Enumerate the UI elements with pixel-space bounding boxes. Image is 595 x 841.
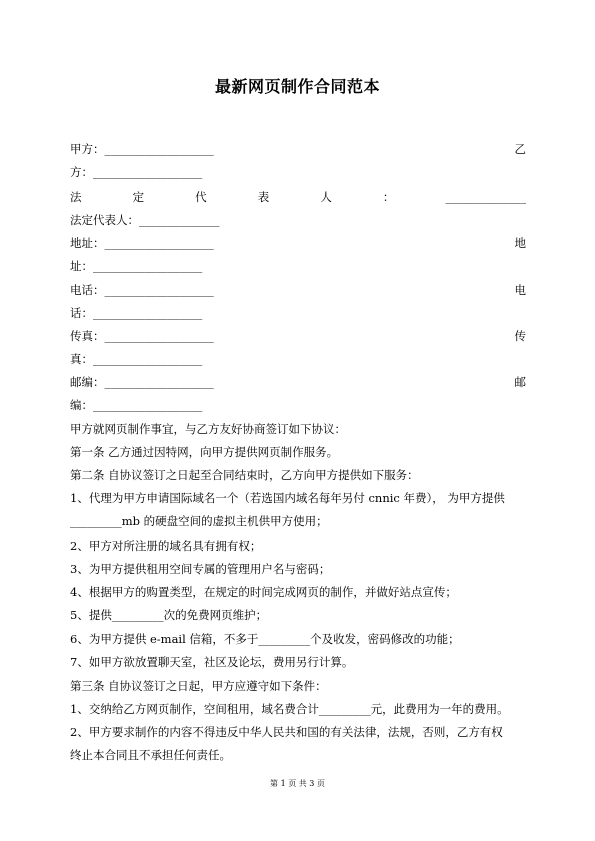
phone-a-label: 电话：___________________ <box>70 283 214 297</box>
address-b-label-end: 址：___________________ <box>70 259 203 273</box>
service-item-5: 5、提供_________次的免费网页维护； <box>70 608 268 622</box>
article-1: 第一条 乙方通过因特网，向甲方提供网页制作服务。 <box>70 445 339 459</box>
party-b-label-start: 乙 <box>514 142 526 156</box>
page-footer: 第 1 页 共 3 页 <box>270 779 325 788</box>
article-2: 第二条 自协议签订之日起至合同结束时，乙方向甲方提供如下服务： <box>70 468 419 482</box>
legal-rep-char: 法 <box>70 190 82 204</box>
article-3: 第三条 自协议签订之日起，甲方应遵守如下条件： <box>70 679 327 693</box>
legal-rep-char: 人 <box>320 190 332 204</box>
party-b-row <box>70 161 526 184</box>
fax-b-label-start: 传 <box>514 329 526 343</box>
phone-b-row <box>70 302 526 325</box>
page-title: 最新网页制作合同范本 <box>214 77 380 96</box>
service-item-1-cont: _________mb 的硬盘空间的虚拟主机供甲方使用； <box>70 514 328 528</box>
service-item-2: 2、甲方对所注册的域名具有拥有权； <box>70 539 262 553</box>
fax-b-row <box>70 348 526 371</box>
zip-b-row <box>70 394 526 417</box>
intro-paragraph: 甲方就网页制作事宜，与乙方友好协商签订如下协议： <box>70 422 346 436</box>
party-a-label: 甲方：___________________ <box>70 142 214 156</box>
address-b-label-start: 地 <box>514 236 526 250</box>
legal-rep-char: 代 <box>195 190 207 204</box>
zip-b-label-end: 编：___________________ <box>70 398 203 412</box>
condition-1: 1、交纳给乙方网页制作，空间租用，域名费合计_________元，此费用为一年的费用。 <box>70 702 509 716</box>
legal-rep-blank: ______________ <box>445 190 526 204</box>
zip-row <box>70 371 526 394</box>
address-a-label: 地址：___________________ <box>70 236 214 250</box>
service-item-4: 4、根据甲方的购置类型，在规定的时间完成网页的制作，并做好站点宣传； <box>70 585 457 599</box>
address-b-row <box>70 255 526 278</box>
phone-row <box>70 279 526 302</box>
service-item-6: 6、为甲方提供 e-mail 信箱，不多于_________个及收发，密码修改的功能； <box>70 632 460 646</box>
legal-rep-char: ： <box>382 190 395 204</box>
legal-rep-char: 表 <box>257 190 270 204</box>
zip-a-label: 邮编：___________________ <box>70 375 214 389</box>
address-row <box>70 232 526 255</box>
condition-2-cont: 终止本合同且不承担任何责任。 <box>70 748 231 762</box>
service-item-3: 3、为甲方提供租用空间专属的管理用户名与密码； <box>70 562 331 576</box>
fax-a-label: 传真：___________________ <box>70 329 214 343</box>
party-a-row <box>70 138 526 161</box>
fax-row <box>70 325 526 348</box>
service-item-1: 1、代理为甲方申请国际域名一个（若选国内域名每年另付 cnnic 年费）， 为甲方提供 <box>70 491 505 505</box>
legal-rep-row-2 <box>70 209 526 232</box>
condition-2: 2、甲方要求制作的内容不得违反中华人民共和国的有关法律，法规，否则，乙方有权 <box>70 725 503 739</box>
phone-b-label-start: 电 <box>514 283 526 297</box>
zip-b-label-start: 邮 <box>514 375 526 389</box>
service-item-7: 7、如甲方欲放置聊天室，社区及论坛，费用另行计算。 <box>70 655 354 669</box>
legal-rep-row <box>70 186 526 209</box>
phone-b-label-end: 话：___________________ <box>70 306 203 320</box>
fax-b-label-end: 真：___________________ <box>70 352 203 366</box>
party-b-label-end: 方：___________________ <box>70 165 203 179</box>
legal-rep-char: 定 <box>132 190 145 204</box>
legal-rep-label-2: 法定代表人：______________ <box>70 213 220 227</box>
